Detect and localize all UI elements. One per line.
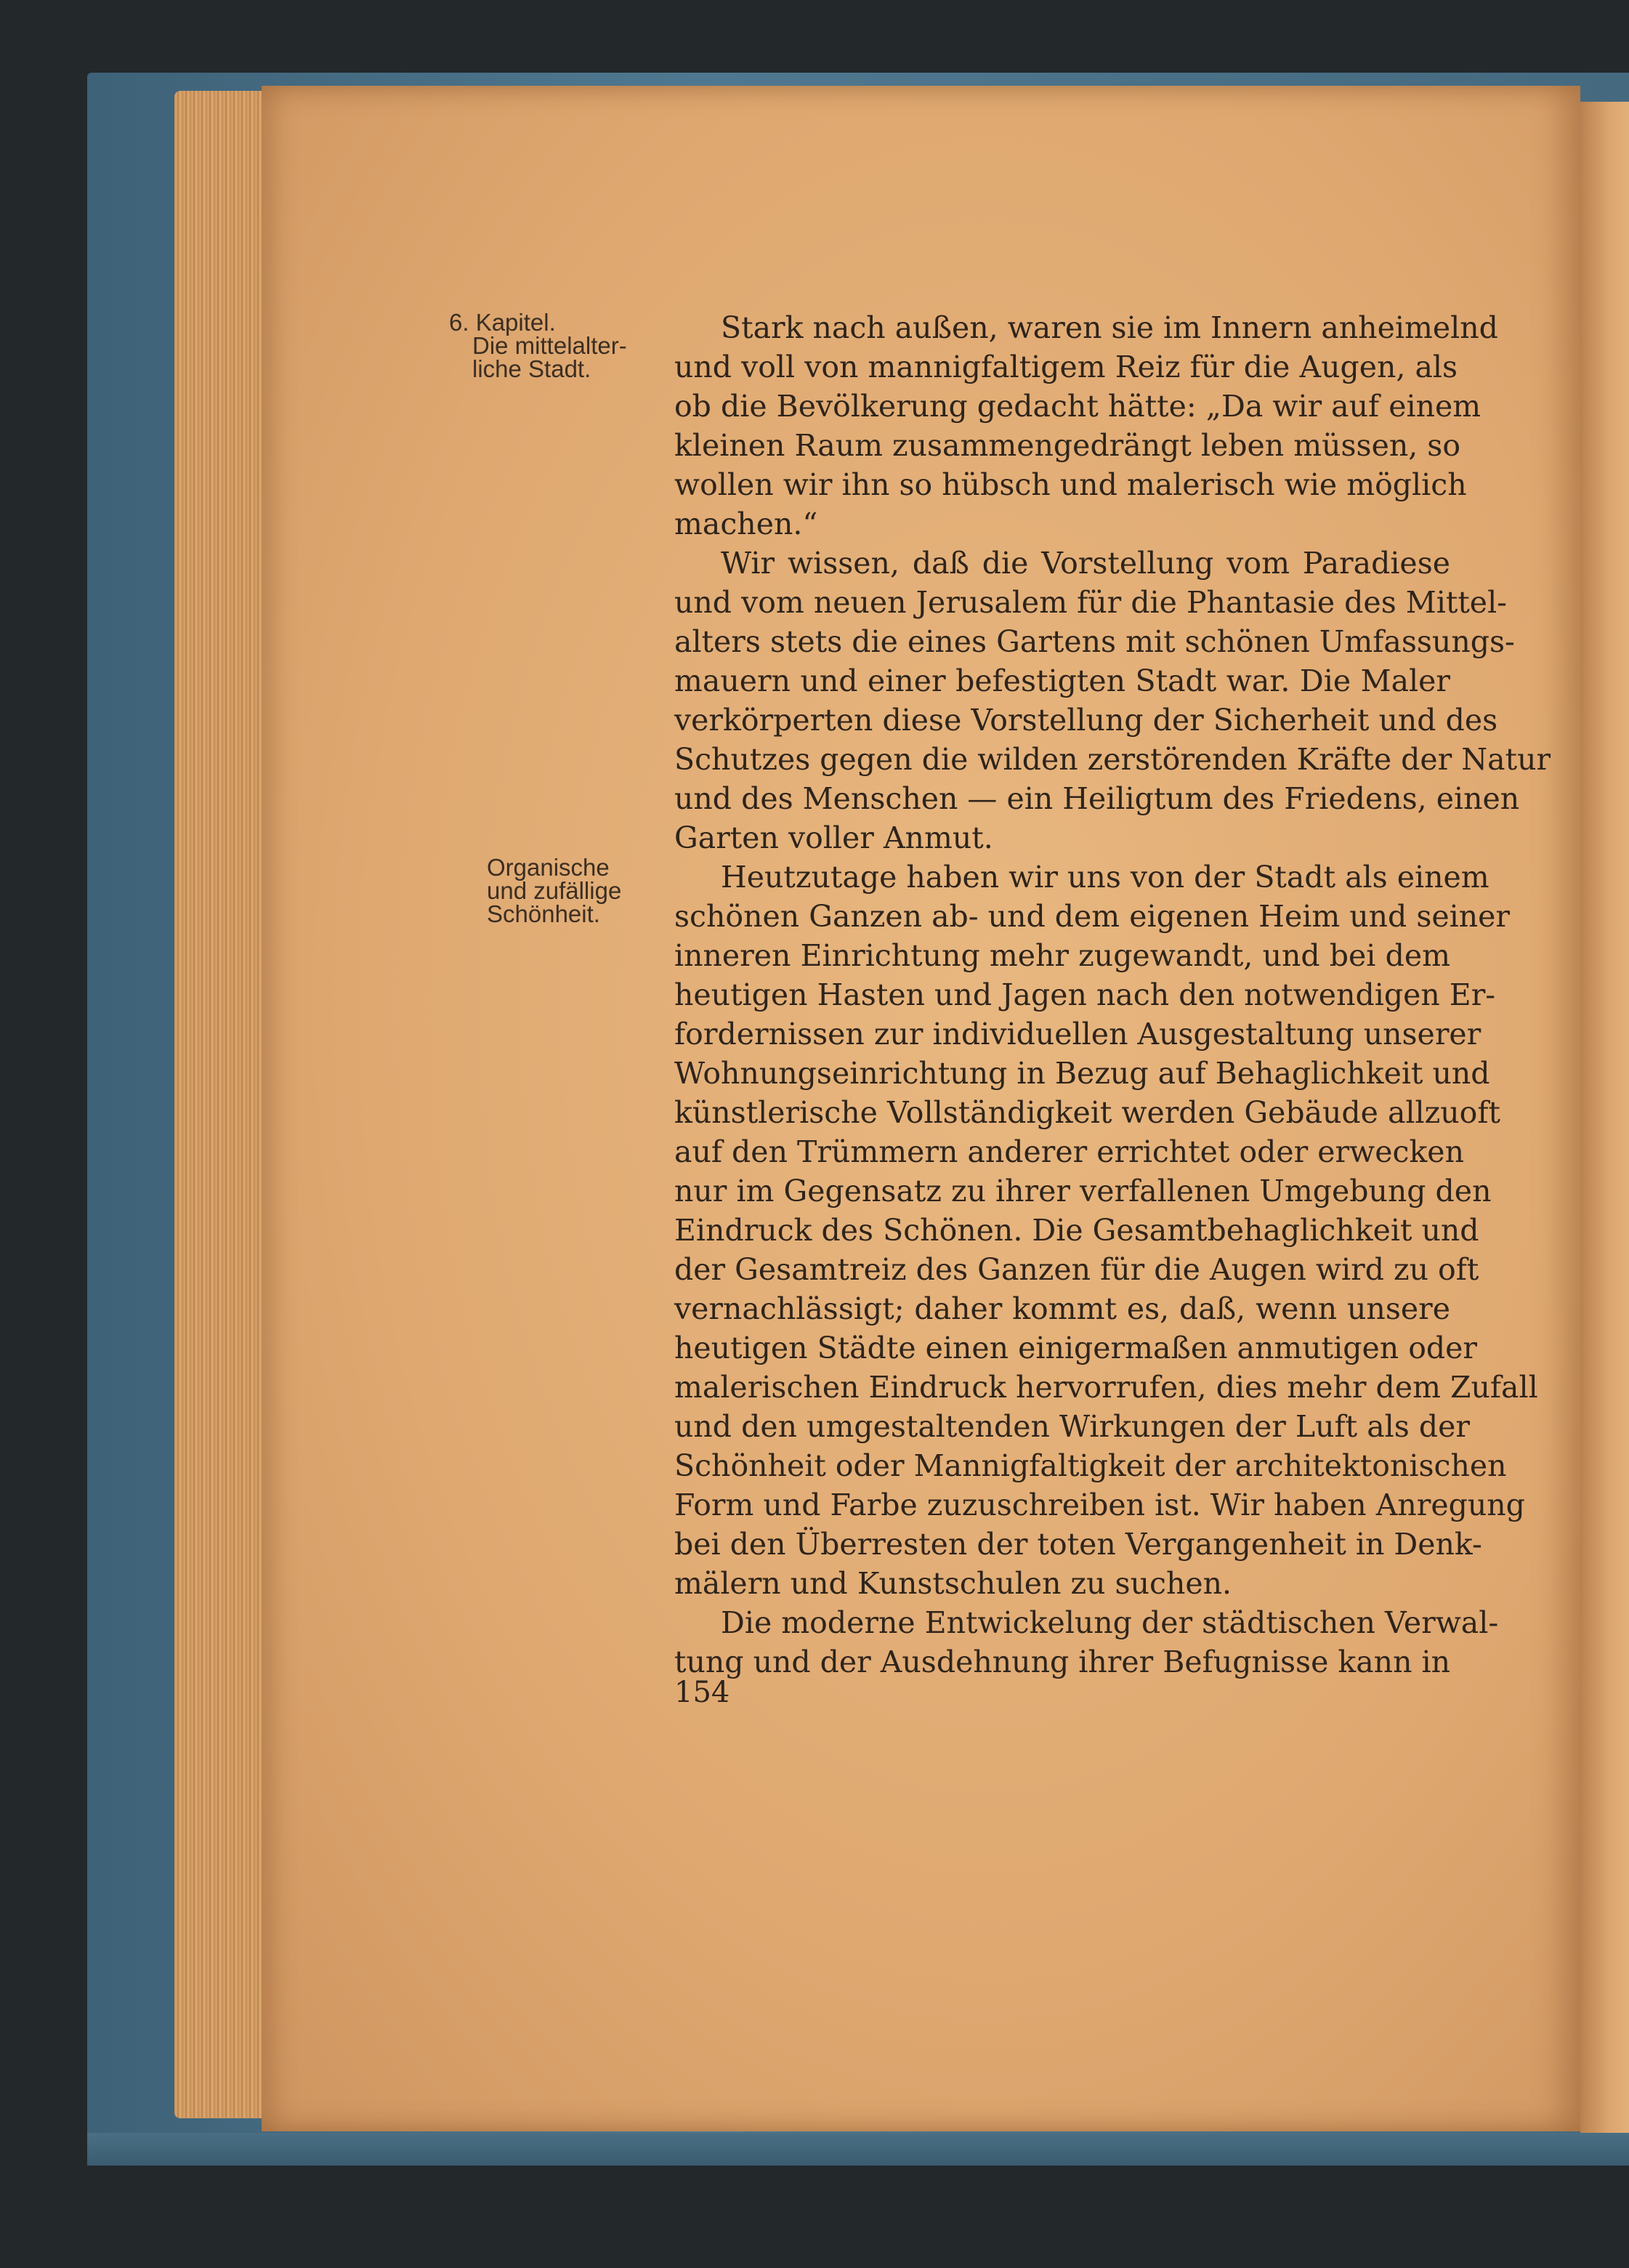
text-line: kleinen Raum zusammengedrängt leben müssen, so <box>674 428 1461 463</box>
text-line: inneren Einrichtung mehr zugewandt, und bei dem <box>674 938 1450 973</box>
text-line: tung und der Ausdehnung ihrer Befugnisse kann in <box>674 1644 1451 1679</box>
margin-note-line: Die mittelalter- <box>472 332 627 359</box>
page-number: 154 <box>674 1676 730 1709</box>
margin-note-chapter <box>449 311 627 381</box>
text-line: Garten voller Anmut. <box>674 820 993 855</box>
facing-page-edge <box>1580 102 1629 2144</box>
text-line: Stark nach außen, waren sie im Innern anheimelnd <box>721 310 1498 345</box>
text-line: Schutzes gegen die wilden zerstörenden Kräfte der Natur <box>674 742 1551 777</box>
text-line: mälern und Kunstschulen zu suchen. <box>674 1566 1232 1601</box>
margin-note-line: liche Stadt. <box>472 355 591 382</box>
text-line: auf den Trümmern anderer errichtet oder erwecken <box>674 1134 1464 1169</box>
text-line: heutigen Städte einen einigermaßen anmutigen oder <box>674 1331 1477 1365</box>
text-line: verkörperten diese Vorstellung der Sicherheit und des <box>674 703 1498 738</box>
text-line: wollen wir ihn so hübsch und malerisch wie möglich <box>674 467 1467 502</box>
book-bottom-edge <box>87 2133 1629 2166</box>
text-line: malerischen Eindruck hervorrufen, dies mehr dem Zufall <box>674 1370 1538 1405</box>
text-line: schönen Ganzen ab- und dem eigenen Heim und seiner <box>674 899 1511 934</box>
text-line: mauern und einer befestigten Stadt war. Die Maler <box>674 663 1450 698</box>
margin-note-line: und zufällige <box>487 877 622 904</box>
text-line: künstlerische Vollständigkeit werden Gebäude allzuoft <box>674 1095 1500 1130</box>
text-line: Heutzutage haben wir uns von der Stadt als einem <box>721 860 1489 895</box>
text-line: machen.“ <box>674 507 818 541</box>
margin-note-line: Schönheit. <box>487 900 600 927</box>
margin-note-topic <box>487 856 621 926</box>
text-line: Eindruck des Schönen. Die Gesamtbehaglichkeit und <box>674 1213 1479 1248</box>
body-text <box>674 308 1551 1682</box>
text-line: und des Menschen — ein Heiligtum des Friedens, einen <box>674 781 1520 816</box>
text-line: und den umgestaltenden Wirkungen der Luft als der <box>674 1409 1470 1444</box>
text-line: der Gesamtreiz des Ganzen für die Augen wird zu oft <box>674 1252 1479 1287</box>
text-line: bei den Überresten der toten Vergangenheit in Denk- <box>674 1527 1482 1562</box>
text-line: und vom neuen Jerusalem für die Phantasie des Mittel- <box>674 585 1508 620</box>
text-line: alters stets die eines Gartens mit schönen Umfassungs- <box>674 624 1515 659</box>
text-line: nur im Gegensatz zu ihrer verfallenen Umgebung den <box>674 1174 1492 1208</box>
text-line: vernachlässigt; daher kommt es, daß, wenn unsere <box>674 1291 1450 1326</box>
margin-note-line: Organische <box>487 854 610 881</box>
text-line: und voll von mannigfaltigem Reiz für die Augen, als <box>674 350 1458 384</box>
text-line: Wir wissen, daß die Vorstellung vom Paradiese <box>721 546 1450 581</box>
text-line: heutigen Hasten und Jagen nach den notwendigen Er- <box>674 977 1496 1012</box>
margin-note-line: 6. Kapitel. <box>449 309 556 336</box>
text-line: Wohnungseinrichtung in Bezug auf Behaglichkeit und <box>674 1056 1490 1091</box>
text-line: fordernissen zur individuellen Ausgestaltung unserer <box>674 1017 1482 1052</box>
text-line: Form und Farbe zuzuschreiben ist. Wir haben Anregung <box>674 1488 1525 1522</box>
text-line: ob die Bevölkerung gedacht hätte: „Da wir auf einem <box>674 389 1482 424</box>
text-line: Schönheit oder Mannigfaltigkeit der architektonischen <box>674 1448 1507 1483</box>
text-line: Die moderne Entwickelung der städtischen Verwal- <box>721 1605 1499 1640</box>
